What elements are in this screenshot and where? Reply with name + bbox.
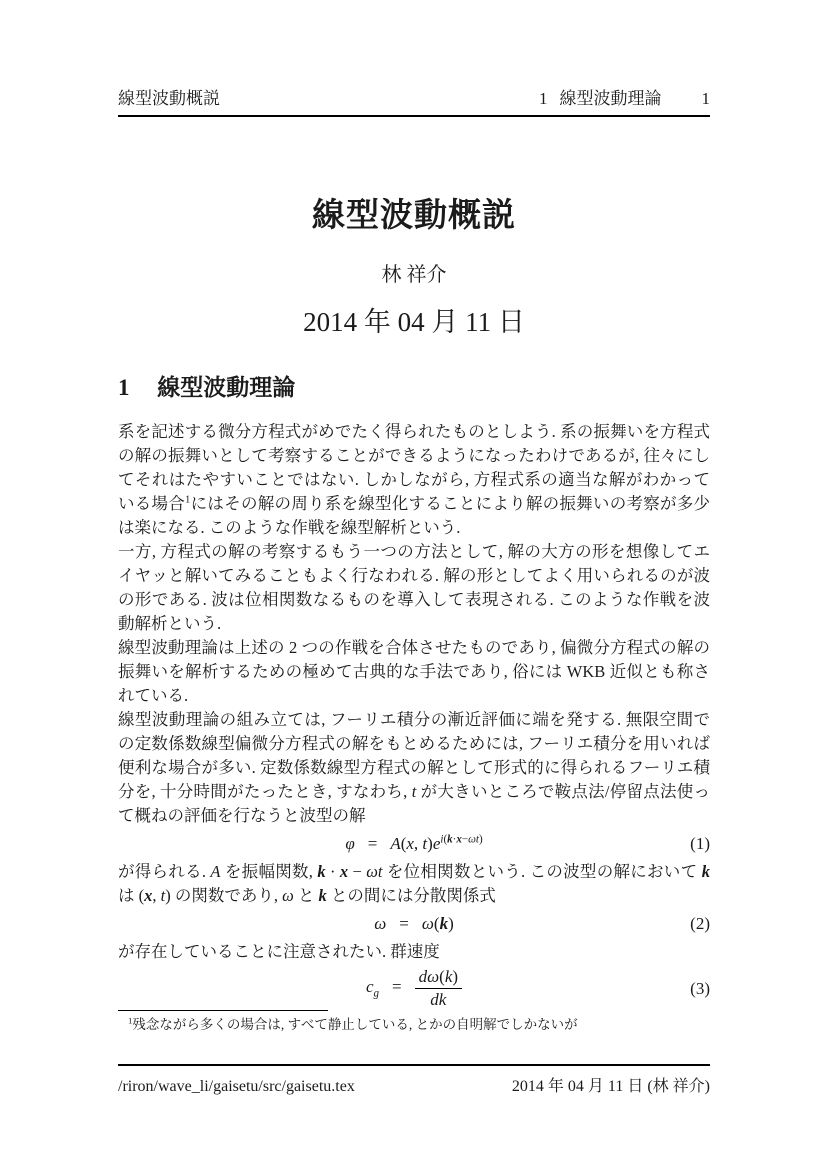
equation-1 <box>118 831 710 857</box>
paragraph-2: 一方, 方程式の解の考察するもう一つの方法として, 解の大方の形を想像してエイヤッと解いてみることもよく行なわれる. 解の形としてよく用いられるのが波の形である. 波は位相関数なるものを導入して表現される. このような作戦を波動解析という. <box>118 542 710 633</box>
header-right-group <box>539 84 710 109</box>
equation-3-lhs: $c_g$ = <box>365 977 402 1000</box>
equation-3 <box>118 967 710 1010</box>
header-section-title: 線型波動理論 <box>559 89 662 108</box>
equation-3-denominator: dk <box>430 990 447 1009</box>
running-header <box>118 84 710 117</box>
paragraph-1: 系を記述する微分方程式がめでたく得られたものとしよう. 系の振舞いを方程式の解の振舞いとして考察することができるようになったわけであるが, 往々にしてそれはたやすいことではない. しかしながら, 方程式系の適当な解がわかっている場合$^1$にはその解の周り系を線型化することにより解の振舞いの考察が多少は楽になる. このような作戦を線型解析という. <box>118 422 711 537</box>
paragraph-4: 線型波動理論の組み立ては, フーリエ積分の漸近評価に端を発する. 無限空間での定数係数線型偏微分方程式の解をもとめるためには, フーリエ積分を用いれば便利な場合が多い. 定数係数線型方程式の解として形式的に得られるフーリエ積分を, 十分時間がたったとき, すなわち, t が大きいところで鞍点法/停留点法使って概ねの評価を行なうと波型の解 <box>118 710 711 825</box>
header-document-title: 線型波動概説 <box>118 89 220 108</box>
paragraph-6: が存在していることに注意されたい. 群速度 <box>118 942 440 961</box>
document-title: 線型波動概説 <box>312 196 516 233</box>
page-footer <box>118 1064 710 1096</box>
footnote-rule <box>118 1010 328 1011</box>
equation-2 <box>118 911 710 937</box>
footer-date-author: 2014 年 04 月 11 日 (林 祥介) <box>511 1078 710 1095</box>
footnote-text: $^1$残念ながら多くの場合は, すべて静止している, とかの自明解でしかないが <box>128 1015 578 1032</box>
section-number: 1 <box>118 375 130 400</box>
equation-1-number: (1) <box>690 834 710 853</box>
footer-file-path: /riron/wave_li/gaisetu/src/gaisetu.tex <box>118 1078 355 1095</box>
equation-1-math: φ = A(x, $t)e^{i(k\cdot x-\omega t)}$ <box>345 833 483 853</box>
header-section-number: 1 <box>539 89 548 108</box>
title-block <box>118 194 710 339</box>
header-page-number: 1 <box>701 89 710 108</box>
equation-2-number: (2) <box>690 914 710 933</box>
document-author: 林 祥介 <box>381 264 447 286</box>
equation-3-number: (3) <box>690 978 710 998</box>
section-heading <box>118 372 710 403</box>
equation-3-math <box>162 967 666 1010</box>
paragraph-3: 線型波動理論は上述の 2 つの作戦を合体させたものであり, 偏微分方程式の解の振舞いを解析するための極めて古典的な手法であり, 俗には WKB 近似とも称されている. <box>118 638 710 705</box>
equation-3-fraction <box>415 967 462 1010</box>
paragraph-5: が得られる. A を振幅関数, k · x − ωt を位相関数という. この波型の解において k は (x, t) の関数であり, ω と k との間には分散関係式 <box>118 862 710 905</box>
section-title: 線型波動理論 <box>157 374 296 400</box>
document-date: 2014 年 04 月 11 日 <box>303 307 525 337</box>
equation-2-math: ω = ω(k) <box>374 914 454 933</box>
equation-3-numerator: dω(k) <box>415 967 462 989</box>
footnote-area <box>118 1010 710 1034</box>
body-text <box>118 420 710 1013</box>
